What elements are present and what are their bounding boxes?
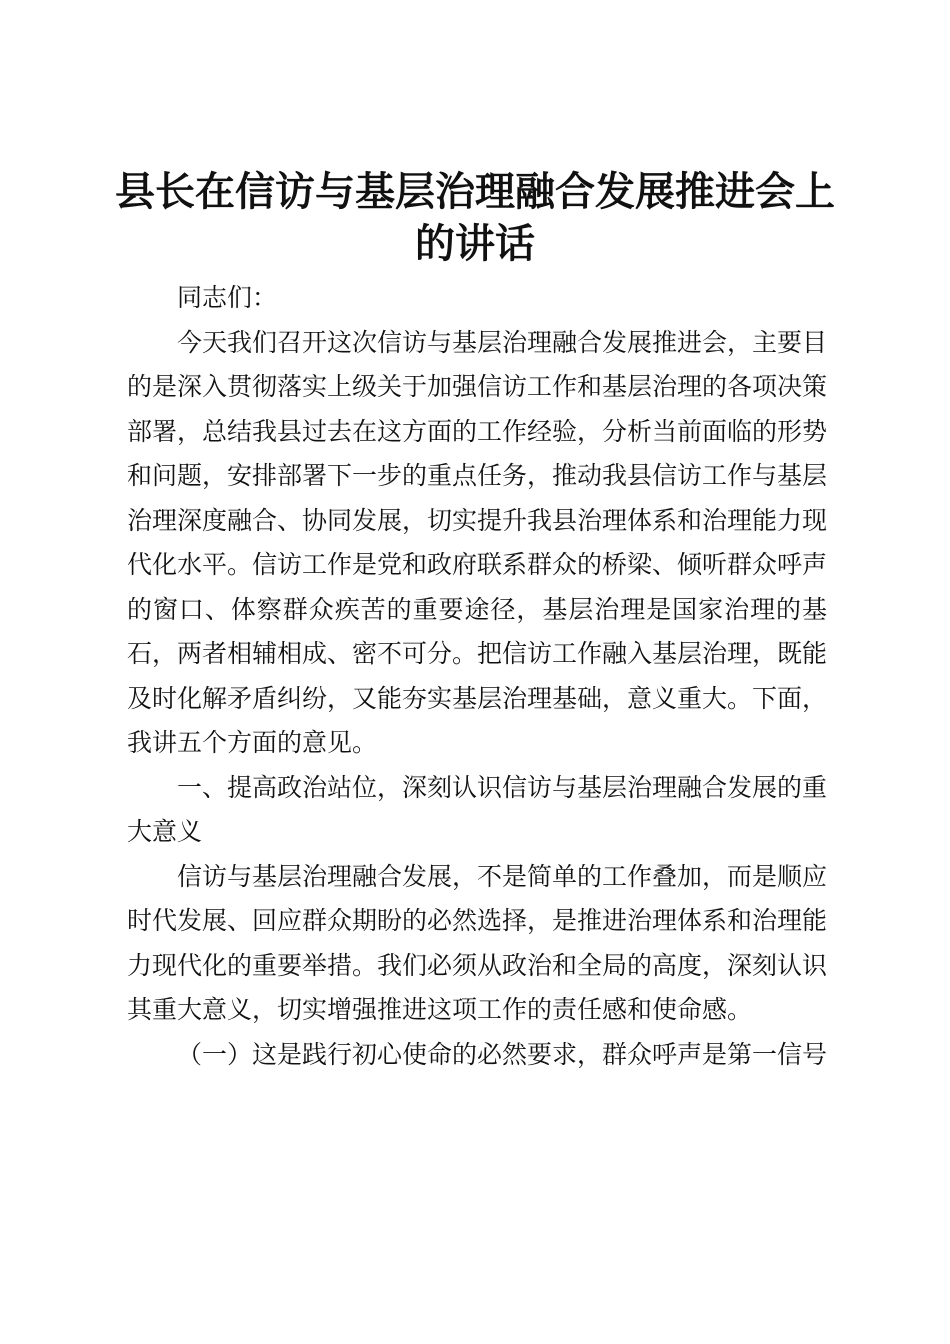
- document-body: [127, 276, 827, 1077]
- paragraph-intro: 今天我们召开这次信访与基层治理融合发展推进会，主要目的是深入贯彻落实上级关于加强信访工作和基层治理的各项决策部署，总结我县过去在这方面的工作经验，分析当前面临的形势和问题，安排部署下一步的重点任务，推动我县信访工作与基层治理深度融合、协同发展，切实提升我县治理体系和治理能力现代化水平。信访工作是党和政府联系群众的桥梁、倾听群众呼声的窗口、体察群众疾苦的重要途径，基层治理是国家治理的基石，两者相辅相成、密不可分。把信访工作融入基层治理，既能及时化解矛盾纠纷，又能夯实基层治理基础，意义重大。下面，我讲五个方面的意见。: [127, 327, 828, 757]
- document-title: 县长在信访与基层治理融合发展推进会上的讲话: [115, 168, 835, 267]
- salutation: 同志们：: [177, 283, 278, 312]
- section-heading-1: 一、提高政治站位，深刻认识信访与基层治理融合发展的重大意义: [127, 772, 828, 846]
- paragraph-section-1: 信访与基层治理融合发展，不是简单的工作叠加，而是顺应时代发展、回应群众期盼的必然选择，是推进治理体系和治理能力现代化的重要举措。我们必须从政治和全局的高度，深刻认识其重大意义，切实增强推进这项工作的责任感和使命感。: [127, 861, 828, 1024]
- subsection-heading-1: （一）这是践行初心使命的必然要求，群众呼声是第一信号: [177, 1039, 828, 1069]
